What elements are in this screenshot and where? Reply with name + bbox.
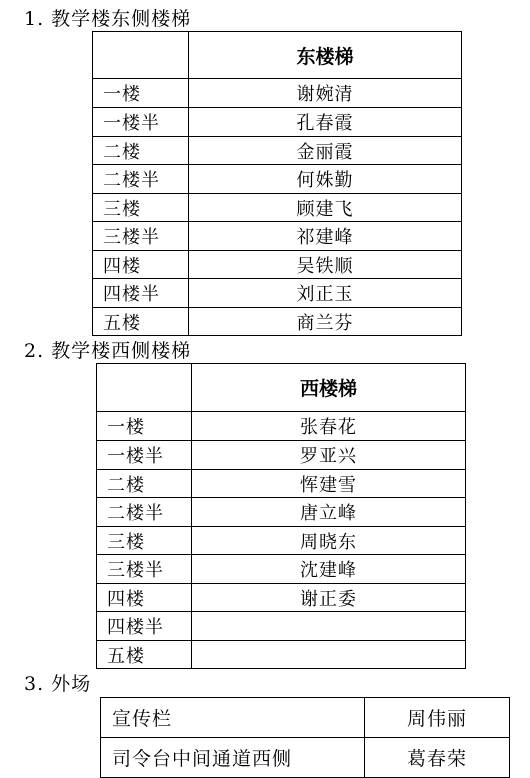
table-row <box>97 641 466 669</box>
floor-cell: 一楼半 <box>97 441 192 470</box>
table-row <box>97 412 466 441</box>
floor-cell: 二楼 <box>93 137 189 165</box>
person-cell: 刘正玉 <box>189 279 462 308</box>
person-cell: 吴铁顺 <box>189 251 462 279</box>
person-cell <box>192 641 466 669</box>
floor-cell: 四楼 <box>97 584 192 612</box>
person-cell: 周伟丽 <box>365 698 510 738</box>
floor-cell: 一楼 <box>97 412 192 441</box>
floor-cell: 二楼半 <box>97 498 192 527</box>
floor-cell: 五楼 <box>93 308 189 336</box>
floor-cell: 五楼 <box>97 641 192 669</box>
person-cell: 葛春荣 <box>365 738 510 778</box>
table-row <box>93 194 462 222</box>
east-stairs-header: 东楼梯 <box>189 32 462 79</box>
floor-cell: 二楼 <box>97 470 192 498</box>
floor-cell: 四楼半 <box>93 279 189 308</box>
floor-header-cell <box>97 364 192 412</box>
person-cell: 何姝勤 <box>189 165 462 194</box>
person-cell: 商兰芬 <box>189 308 462 336</box>
outside-duty-table <box>100 697 510 778</box>
table-row <box>101 698 510 738</box>
table-row <box>93 308 462 336</box>
person-cell <box>192 612 466 641</box>
person-cell: 谢婉清 <box>189 79 462 108</box>
table-row <box>97 498 466 527</box>
section-title-west-stairs: 2. 教学楼西侧楼梯 <box>24 340 192 362</box>
table-row <box>101 738 510 778</box>
section-title-outside: 3. 外场 <box>24 673 92 695</box>
table-row <box>97 555 466 584</box>
section-title-east-stairs: 1. 教学楼东侧楼梯 <box>24 8 192 30</box>
table-row <box>97 470 466 498</box>
place-cell: 司令台中间通道西侧 <box>101 738 365 778</box>
table-row <box>97 584 466 612</box>
table-row <box>97 612 466 641</box>
floor-cell: 四楼半 <box>97 612 192 641</box>
table-row <box>93 251 462 279</box>
east-stairs-duty-table <box>92 31 462 336</box>
west-stairs-duty-table <box>96 363 466 669</box>
person-cell: 周晓东 <box>192 527 466 555</box>
west-stairs-header: 西楼梯 <box>192 364 466 412</box>
floor-cell: 三楼 <box>97 527 192 555</box>
person-cell: 恽建雪 <box>192 470 466 498</box>
floor-cell: 三楼半 <box>93 222 189 251</box>
person-cell: 沈建峰 <box>192 555 466 584</box>
person-cell: 顾建飞 <box>189 194 462 222</box>
table-row <box>93 79 462 108</box>
table-header-row <box>93 32 462 79</box>
table-row <box>97 527 466 555</box>
table-row <box>93 165 462 194</box>
person-cell: 金丽霞 <box>189 137 462 165</box>
table-row <box>93 222 462 251</box>
place-cell: 宣传栏 <box>101 698 365 738</box>
floor-cell: 三楼 <box>93 194 189 222</box>
table-row <box>93 137 462 165</box>
person-cell: 祁建峰 <box>189 222 462 251</box>
person-cell: 张春花 <box>192 412 466 441</box>
table-row <box>93 108 462 137</box>
table-row <box>97 441 466 470</box>
table-header-row <box>97 364 466 412</box>
floor-cell: 三楼半 <box>97 555 192 584</box>
person-cell: 孔春霞 <box>189 108 462 137</box>
floor-cell: 一楼半 <box>93 108 189 137</box>
floor-cell: 一楼 <box>93 79 189 108</box>
person-cell: 唐立峰 <box>192 498 466 527</box>
floor-cell: 二楼半 <box>93 165 189 194</box>
person-cell: 罗亚兴 <box>192 441 466 470</box>
floor-cell: 四楼 <box>93 251 189 279</box>
floor-header-cell <box>93 32 189 79</box>
person-cell: 谢正委 <box>192 584 466 612</box>
table-row <box>93 279 462 308</box>
